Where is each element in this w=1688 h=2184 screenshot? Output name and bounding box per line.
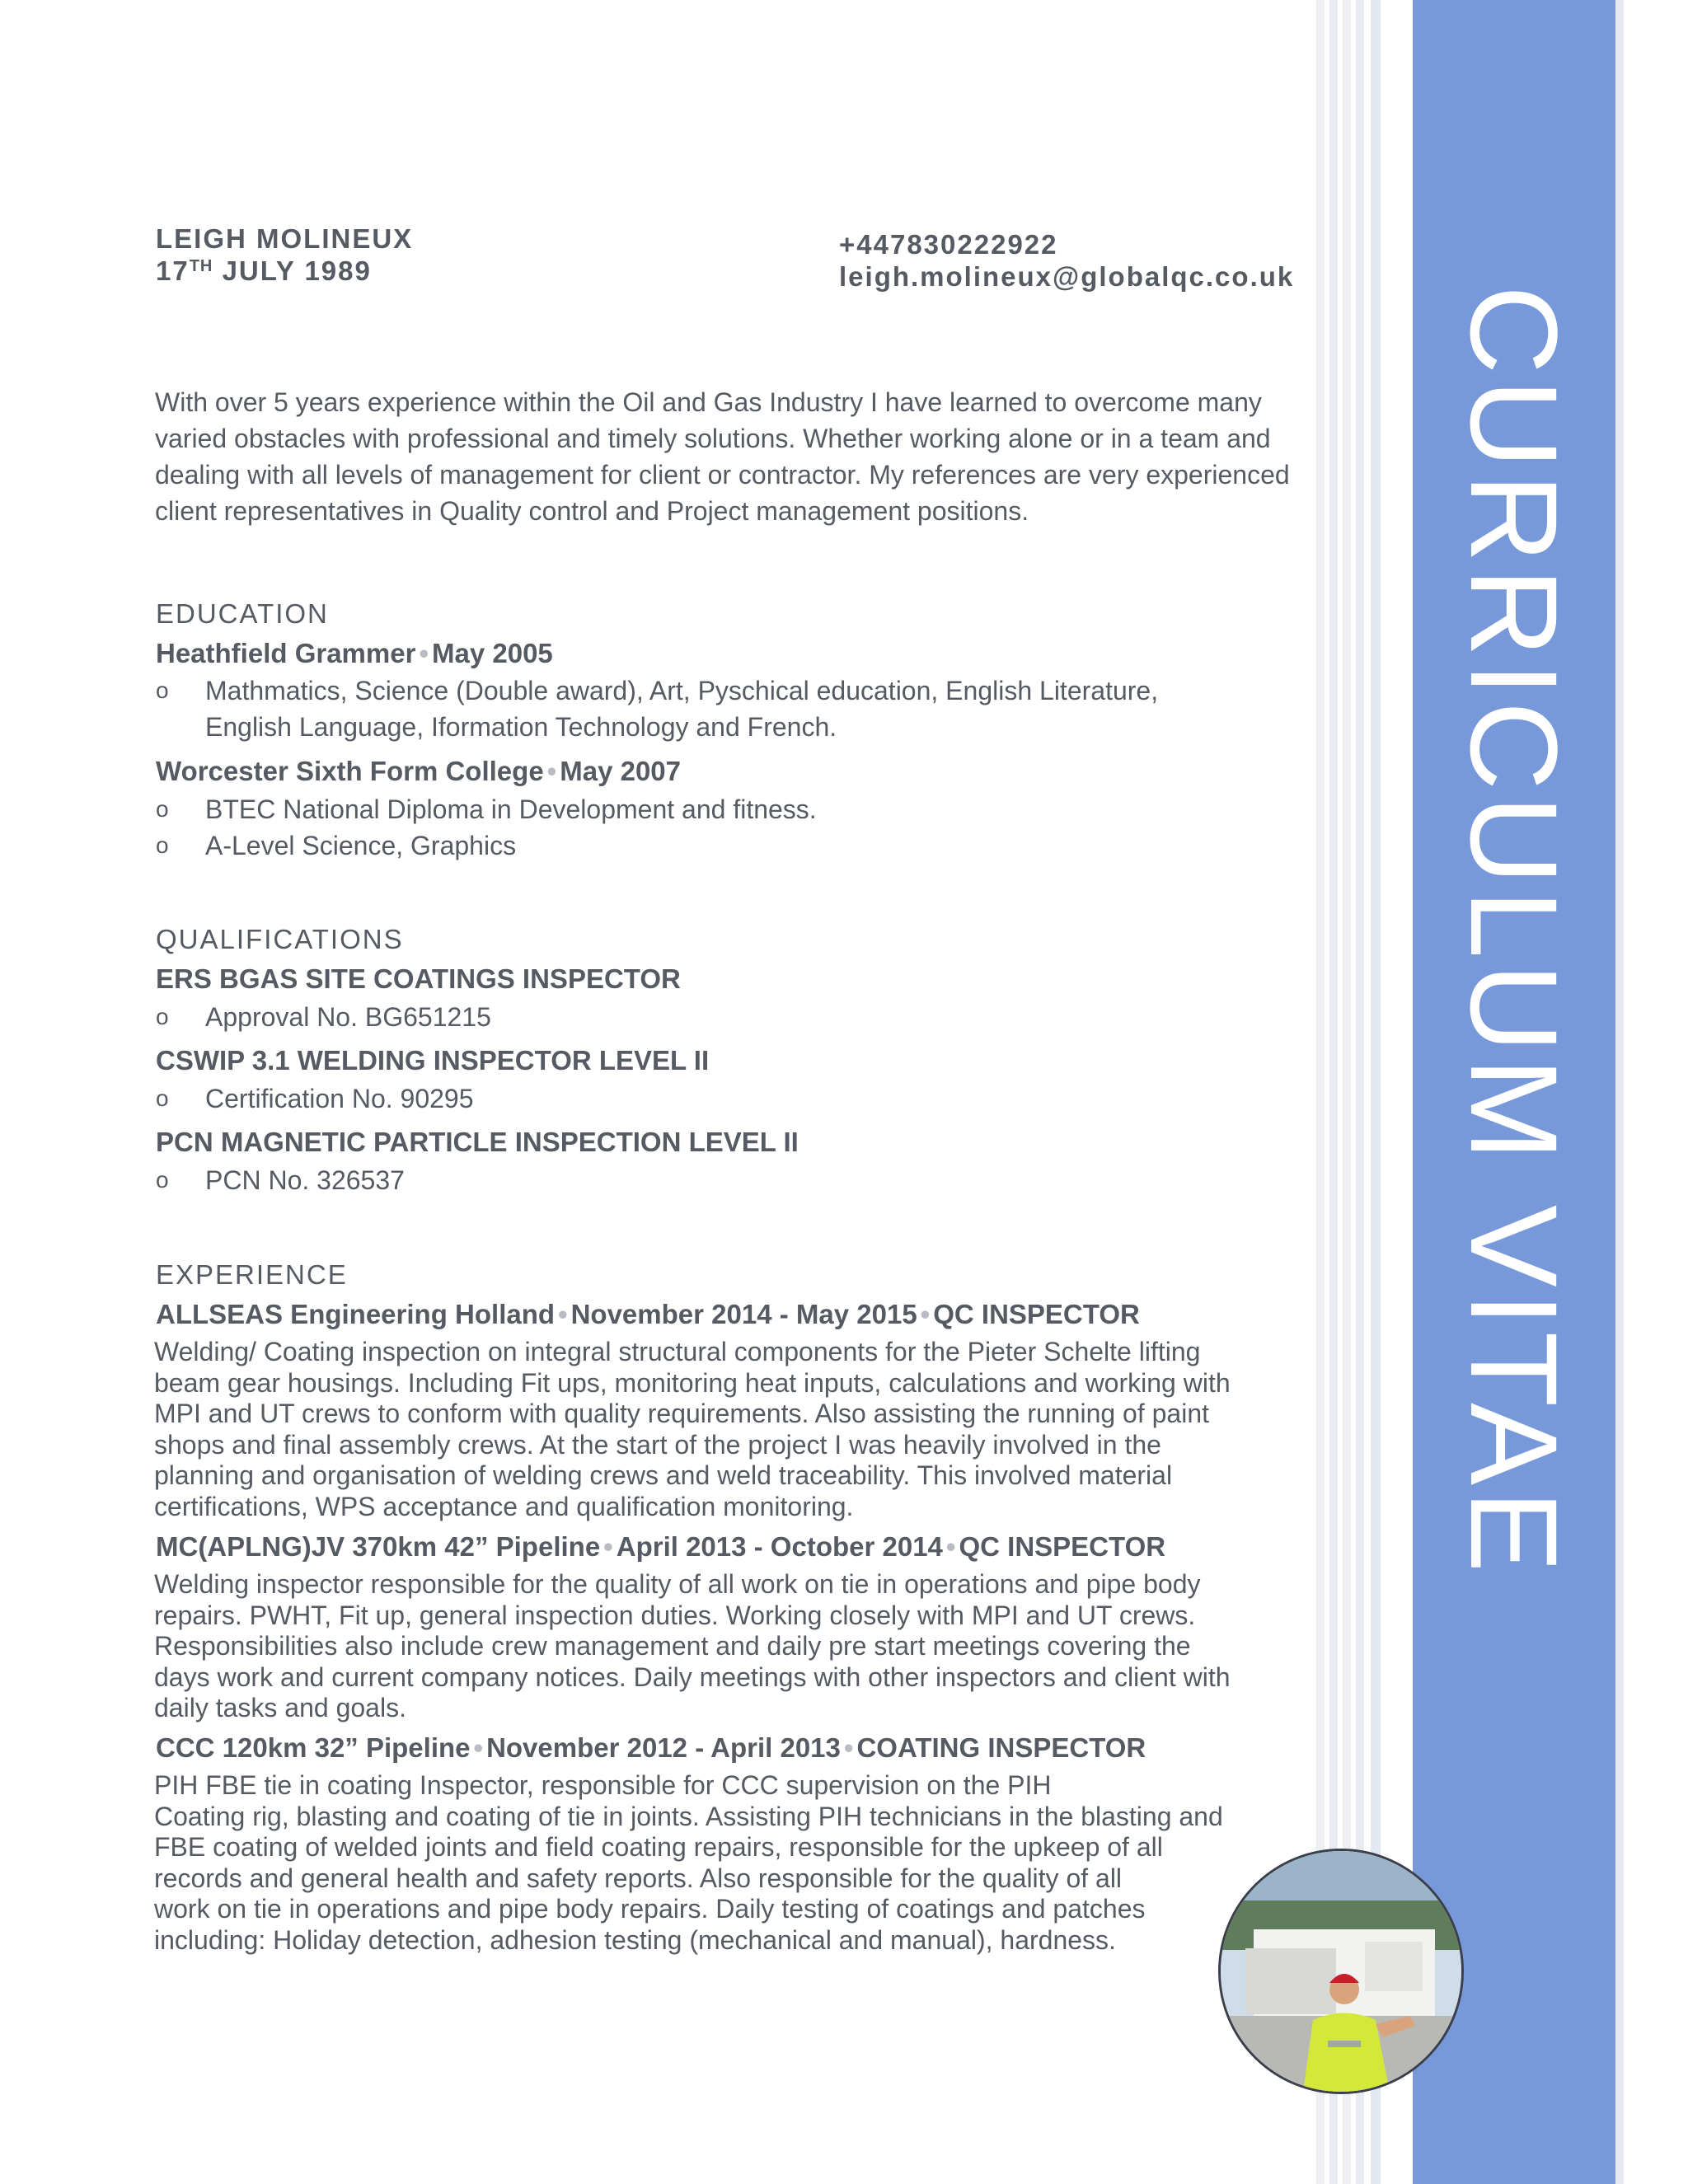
experience-entry-heading: CCC 120km 32” Pipeline • November 2012 - April 2013 • COATING INSPECTOR [156,1732,1146,1763]
section-title-experience: EXPERIENCE [156,1259,348,1290]
qualification-heading: ERS BGAS SITE COATINGS INSPECTOR [156,963,681,994]
experience-entry-heading: ALLSEAS Engineering Holland • November 2014 - May 2015 • QC INSPECTOR [156,1299,1140,1329]
candidate-name: LEIGH MOLINEUX [156,223,414,254]
profile-photo-icon [1221,1851,1461,2092]
decorative-stripe [1615,0,1624,2184]
education-entry-heading: Worcester Sixth Form College • May 2007 [156,756,682,786]
list-item: o A-Level Science, Graphics [156,831,517,860]
qualification-heading: PCN MAGNETIC PARTICLE INSPECTION LEVEL II [156,1127,799,1157]
experience-description: PIH FBE tie in coating Inspector, responsible for CCC supervision on the PIH Coating rig, blasting and coating of tie in joints. Assisting PIH technicians in the blasting and FBE coating of welded joints and field coating repairs, responsible for the upkeep of all records and general health and safety reports. Also responsible for the quality of all work on tie in operations and pipe body repairs. Daily testing of coatings and patches including: Holiday detection, adhesion testing (mechanical and manual), hardness. [154,1770,1223,1955]
list-item: o BTEC National Diploma in Development and fitness. [156,794,817,824]
date-of-birth: 17TH JULY 1989 [156,255,372,286]
list-item: o Certification No. 90295 [156,1084,474,1113]
profile-photo [1218,1849,1464,2094]
email-link[interactable]: leigh.molineux@globalqc.co.uk [839,261,1295,292]
qualification-heading: CSWIP 3.1 WELDING INSPECTOR LEVEL II [156,1045,710,1076]
profile-summary: With over 5 years experience within the Oil and Gas Industry I have learned to overcome many varied obstacles with professional and timely solutions. Whether working alone or in a team and dealing with all levels of management for client or contractor. My references are very experienced client representatives in Quality control and Project management positions. [155,387,1290,526]
education-entry-heading: Heathfield Grammer • May 2005 [156,638,553,668]
band-title: CURRICULUM VITAE [1445,284,1583,1578]
section-title-education: EDUCATION [156,598,329,629]
list-item: o PCN No. 326537 [156,1165,405,1195]
section-title-qualifications: QUALIFICATIONS [156,924,404,954]
experience-description: Welding inspector responsible for the quality of all work on tie in operations and pipe body repairs. PWHT, Fit up, general inspection duties. Working closely with MPI and UT crews. Responsibilities also include crew management and daily pre start meetings covering the days work and current company notices. Daily meetings with other inspectors and client with daily tasks and goals. [154,1569,1231,1722]
list-item: o Mathmatics, Science (Double award), Art, Pyschical education, English Literature, English Language, Iformation Technology and French. [156,676,1159,742]
experience-description: Welding/ Coating inspection on integral structural components for the Pieter Schelte lifting beam gear housings. Including Fit ups, monitoring heat inputs, calculations and working with MPI and UT crews to conform with quality requirements. Also assisting the running of paint shops and final assembly crews. At the start of the project I was heavily involved in the planning and organisation of welding crews and weld traceability. This involved material certifications, WPS acceptance and qualification monitoring. [154,1337,1231,1521]
phone-number[interactable]: +447830222922 [839,229,1058,260]
list-item: o Approval No. BG651215 [156,1002,491,1032]
experience-entry-heading: MC(APLNG)JV 370km 42” Pipeline • April 2013 - October 2014 • QC INSPECTOR [156,1531,1166,1562]
